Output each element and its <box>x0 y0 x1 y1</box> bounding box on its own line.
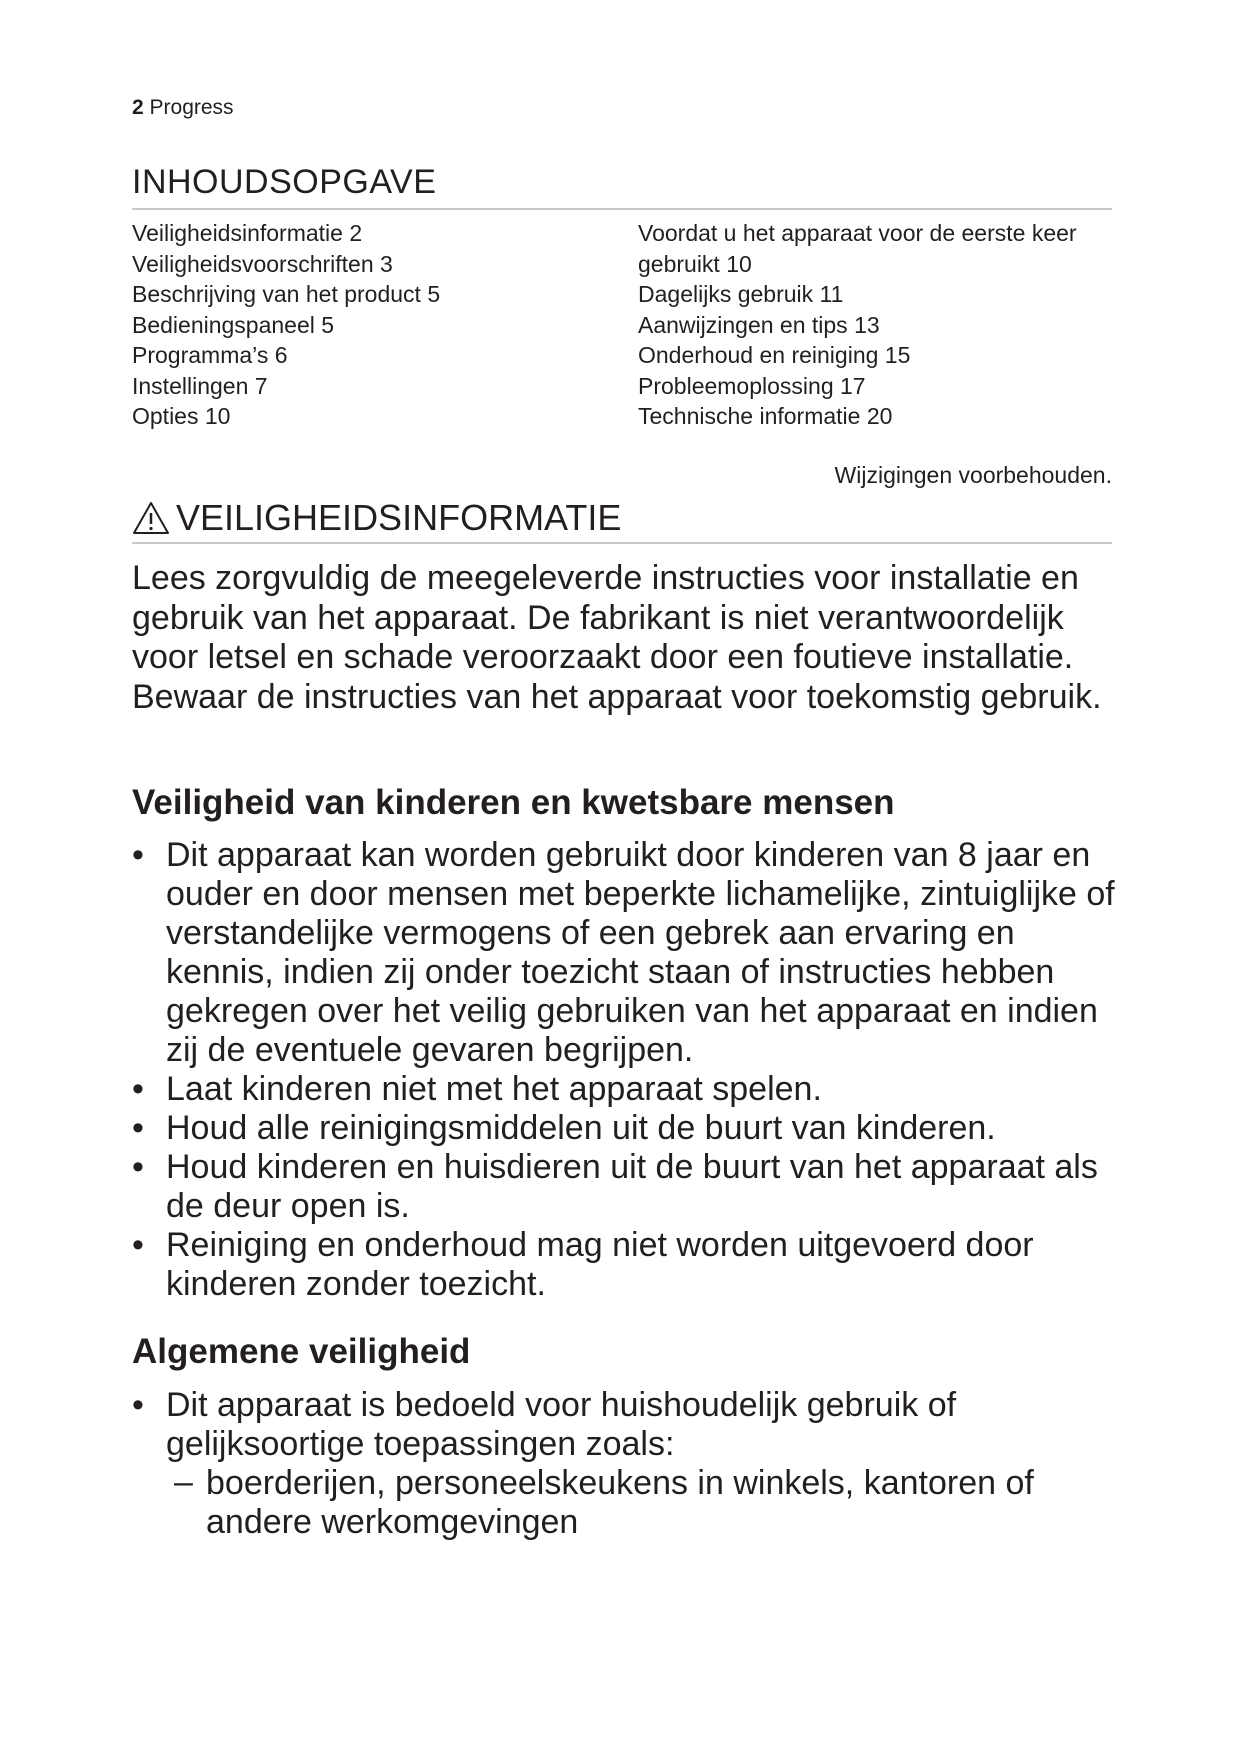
toc-entry[interactable]: Programma’s 6 <box>132 342 288 368</box>
bullet: • <box>132 1148 144 1186</box>
changes-notice: Wijzigingen voorbehouden. <box>834 462 1112 488</box>
list-item-text: Houd kinderen en huisdieren uit de buurt van het apparaat als de deur open is. <box>166 1148 1098 1225</box>
list-item-text: Laat kinderen niet met het apparaat spelen. <box>166 1070 822 1108</box>
sub-list-item <box>166 1464 1122 1542</box>
toc-entry[interactable]: Onderhoud en reiniging 15 <box>638 342 911 368</box>
bullet: • <box>132 1386 144 1424</box>
page-number: 2 <box>132 96 144 119</box>
toc-right-column <box>638 218 1118 432</box>
toc-divider <box>132 208 1112 210</box>
list-item <box>132 1070 1122 1109</box>
list-item-text: Dit apparaat kan worden gebruikt door kinderen van 8 jaar en ouder en door mensen met beperkte lichamelijke, zintuiglijke of verstandelijke vermogens of een gebrek aan ervaring en kennis, indien zij onder toezicht staan of instructies hebben gekregen over het veilig gebruiken van het apparaat en indien zij de eventuele gevaren begrijpen. <box>166 836 1115 1069</box>
toc-entry[interactable]: Voordat u het apparaat voor de eerste keer gebruikt 10 <box>638 220 1077 277</box>
bullet: • <box>132 836 144 874</box>
general-safety-heading: Algemene veiligheid <box>132 1332 471 1371</box>
children-safety-list <box>132 836 1122 1304</box>
safety-divider <box>132 542 1112 544</box>
bullet: • <box>132 1109 144 1147</box>
page-header <box>132 96 234 120</box>
safety-intro: Lees zorgvuldig de meegeleverde instructies voor installatie en gebruik van het apparaat. De fabrikant is niet verantwoordelijk voor letsel en schade veroorzaakt door een foutieve installatie. Bewaar de instructies van het apparaat voor toekomstig gebruik. <box>132 559 1102 716</box>
toc-entry[interactable]: Beschrijving van het product 5 <box>132 281 441 307</box>
toc-left-column <box>132 218 440 432</box>
toc-entry[interactable]: Instellingen 7 <box>132 372 268 399</box>
list-item-text: Dit apparaat is bedoeld voor huishoudelijk gebruik of gelijksoortige toepassingen zoals: <box>166 1386 957 1463</box>
toc-entry[interactable]: Probleemoplossing 17 <box>638 372 866 399</box>
sub-list-item-text: boerderijen, personeelskeukens in winkels, kantoren of andere werkomgevingen <box>206 1464 1034 1541</box>
list-item <box>132 1109 1122 1148</box>
brand-name: Progress <box>149 96 234 119</box>
list-item <box>132 1386 1122 1542</box>
list-item <box>132 1148 1122 1226</box>
general-safety-sublist <box>166 1464 1122 1542</box>
toc-entry[interactable]: Dagelijks gebruik 11 <box>638 281 844 307</box>
general-safety-list <box>132 1386 1122 1542</box>
list-item <box>132 1226 1122 1304</box>
list-item-text: Houd alle reinigingsmiddelen uit de buurt van kinderen. <box>166 1109 996 1147</box>
toc-entry[interactable]: Veiligheidsinformatie 2 <box>132 220 363 246</box>
list-item-text: Reiniging en onderhoud mag niet worden uitgevoerd door kinderen zonder toezicht. <box>166 1226 1034 1303</box>
toc-entry[interactable]: Bedieningspaneel 5 <box>132 311 335 338</box>
warning-triangle-icon <box>132 501 170 535</box>
toc-entry[interactable]: Opties 10 <box>132 403 231 429</box>
safety-title-text: VEILIGHEIDSINFORMATIE <box>176 497 622 538</box>
dash: – <box>174 1463 193 1501</box>
children-safety-heading: Veiligheid van kinderen en kwetsbare mensen <box>132 783 895 822</box>
bullet: • <box>132 1070 144 1108</box>
toc-entry[interactable]: Aanwijzingen en tips 13 <box>638 311 880 338</box>
toc-entry[interactable]: Veiligheidsvoorschriften 3 <box>132 250 393 277</box>
toc-entry[interactable]: Technische informatie 20 <box>638 403 893 429</box>
toc-title: INHOUDSOPGAVE <box>132 163 437 201</box>
bullet: • <box>132 1226 144 1264</box>
safety-section-title <box>132 497 621 539</box>
list-item <box>132 836 1122 1070</box>
